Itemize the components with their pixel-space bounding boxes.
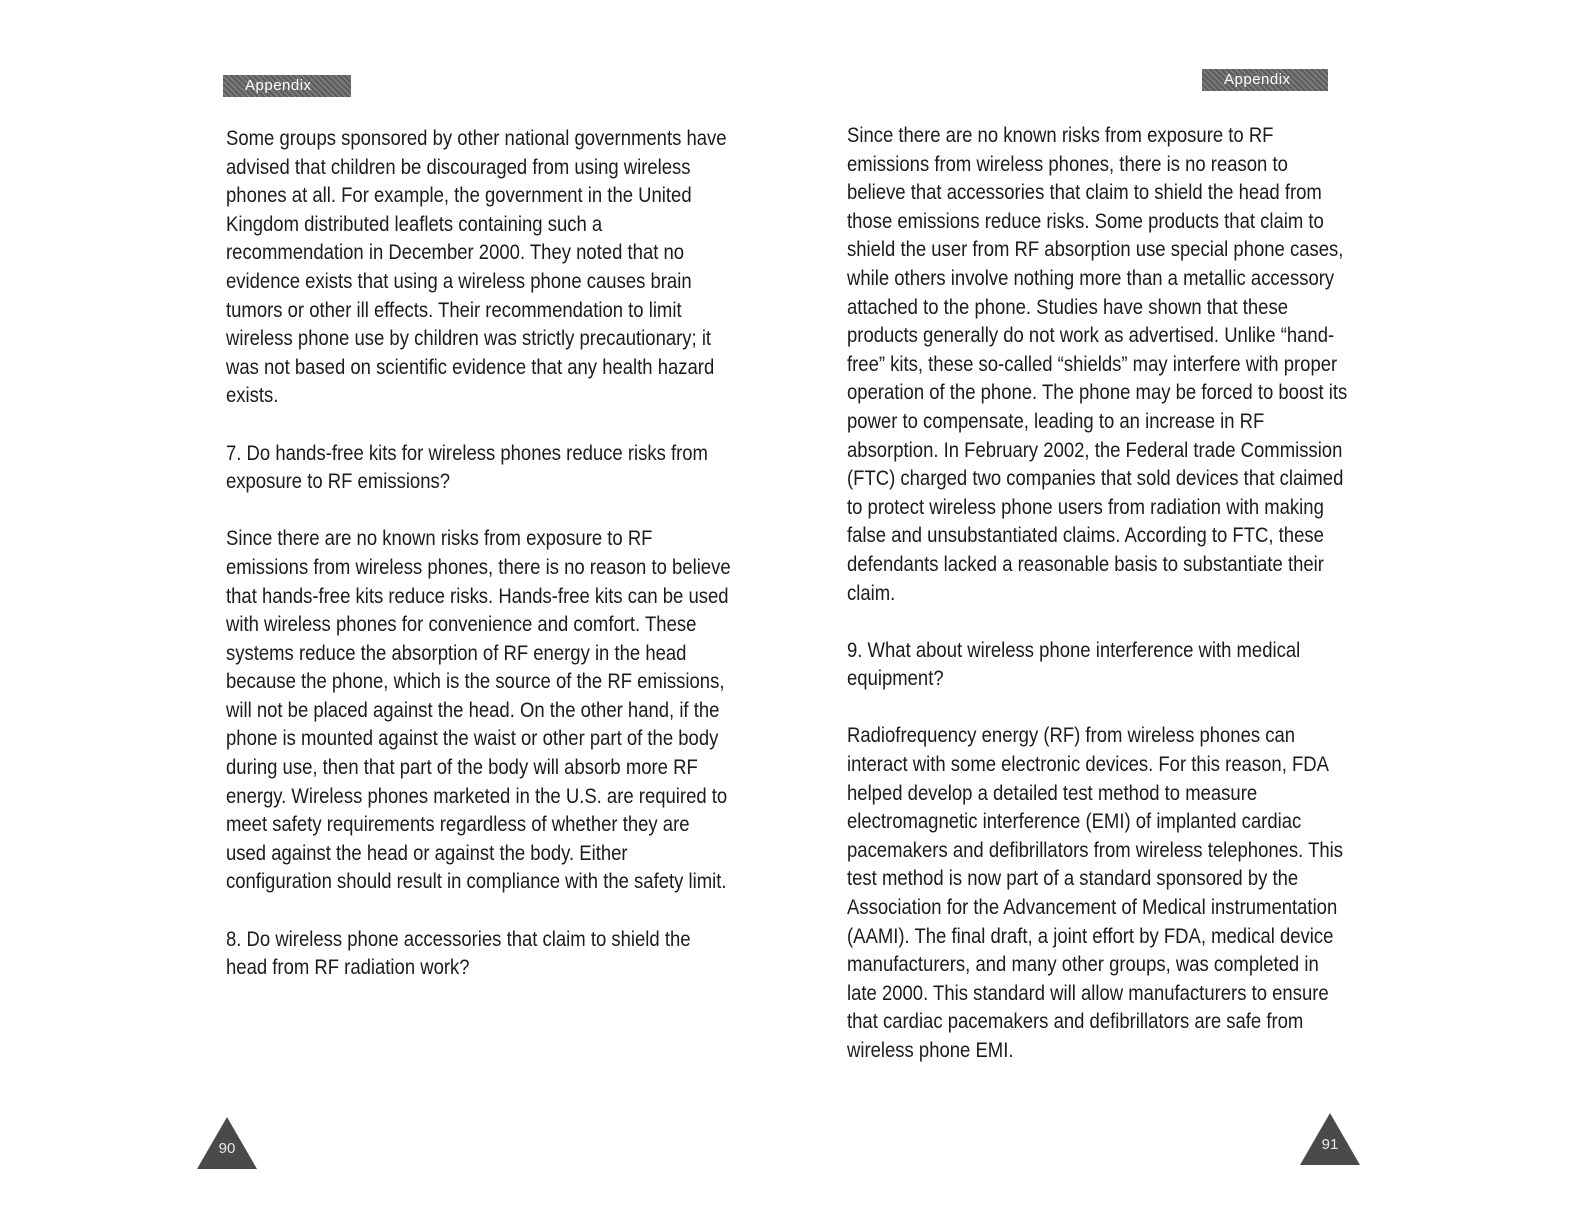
paragraph: Since there are no known risks from exposure to RF emissions from wireless phones, there is no reason to believe that hands-free kits reduce risks. Hands-free kits can be used with wireless phones for convenience and comfort. These systems reduce the absorption of RF energy in the head because the phone, which is the source of the RF emissions, will not be placed against the head. On the other hand, if the phone is mounted against the waist or other part of the body during use, then that part of the body will absorb more RF energy. Wireless phones marketed in the U.S. are required to meet safety requirements regardless of whether they are used against the head or against the body. Either configuration should result in compliance with the safety limit. <box>226 526 731 894</box>
left-body-text <box>226 124 733 982</box>
paragraph: Some groups sponsored by other national governments have advised that children be discouraged from using wireless phones at all. For example, the government in the United Kingdom distributed leaflets containing such a recommendation in December 2000. They noted that no evidence exists that using a wireless phone causes brain tumors or other ill effects. Their recommendation to limit wireless phone use by children was strictly precautionary; it was not based on scientific evidence that any health hazard exists. <box>226 126 727 408</box>
question-heading: 7. Do hands-free kits for wireless phones reduce risks from exposure to RF emissions? <box>226 440 708 494</box>
page-number: 90 <box>218 1140 236 1157</box>
question-heading: 8. Do wireless phone accessories that claim to shield the head from RF radiation work? <box>226 926 691 980</box>
right-page <box>789 0 1578 1221</box>
page-number-marker <box>1300 1113 1360 1165</box>
paragraph: Radiofrequency energy (RF) from wireless phones can interact with some electronic devices. For this reason, FDA helped develop a detailed test method to measure electromagnetic interference (EMI) of implanted cardiac pacemakers and defibrillators from wireless telephones. This test method is now part of a standard sponsored by the Association for the Advancement of Medical instrumentation (AAMI). The final draft, a joint effort by FDA, medical device manufacturers, and many other groups, was completed in late 2000. This standard will allow manufacturers to ensure that cardiac pacemakers and defibrillators are safe from wireless phone EMI. <box>847 723 1344 1062</box>
section-tab: Appendix <box>1202 69 1328 91</box>
paragraph: Since there are no known risks from exposure to RF emissions from wireless phones, there is no reason to believe that accessories that claim to shield the head from those emissions reduce risks. Some products that claim to shield the user from RF absorption use special phone cases, while others involve nothing more than a metallic accessory attached to the phone. Studies have shown that these products generally do not work as advertised. Unlike “hand-free” kits, these so-called “shields” may interfere with proper operation of the phone. The phone may be forced to boost its power to compensate, leading to an increase in RF absorption. In February 2002, the Federal trade Commission (FTC) charged two companies that sold devices that claimed to protect wireless phone users from radiation with making false and unsubstantiated claims. According to FTC, these defendants lacked a reasonable basis to substantiate their claim. <box>847 123 1348 605</box>
section-tab: Appendix <box>223 75 351 97</box>
page-number-marker <box>197 1117 257 1169</box>
question-heading: 9. What about wireless phone interference with medical equipment? <box>847 637 1301 691</box>
right-body-text <box>847 121 1350 1065</box>
page-number: 91 <box>1321 1136 1339 1153</box>
